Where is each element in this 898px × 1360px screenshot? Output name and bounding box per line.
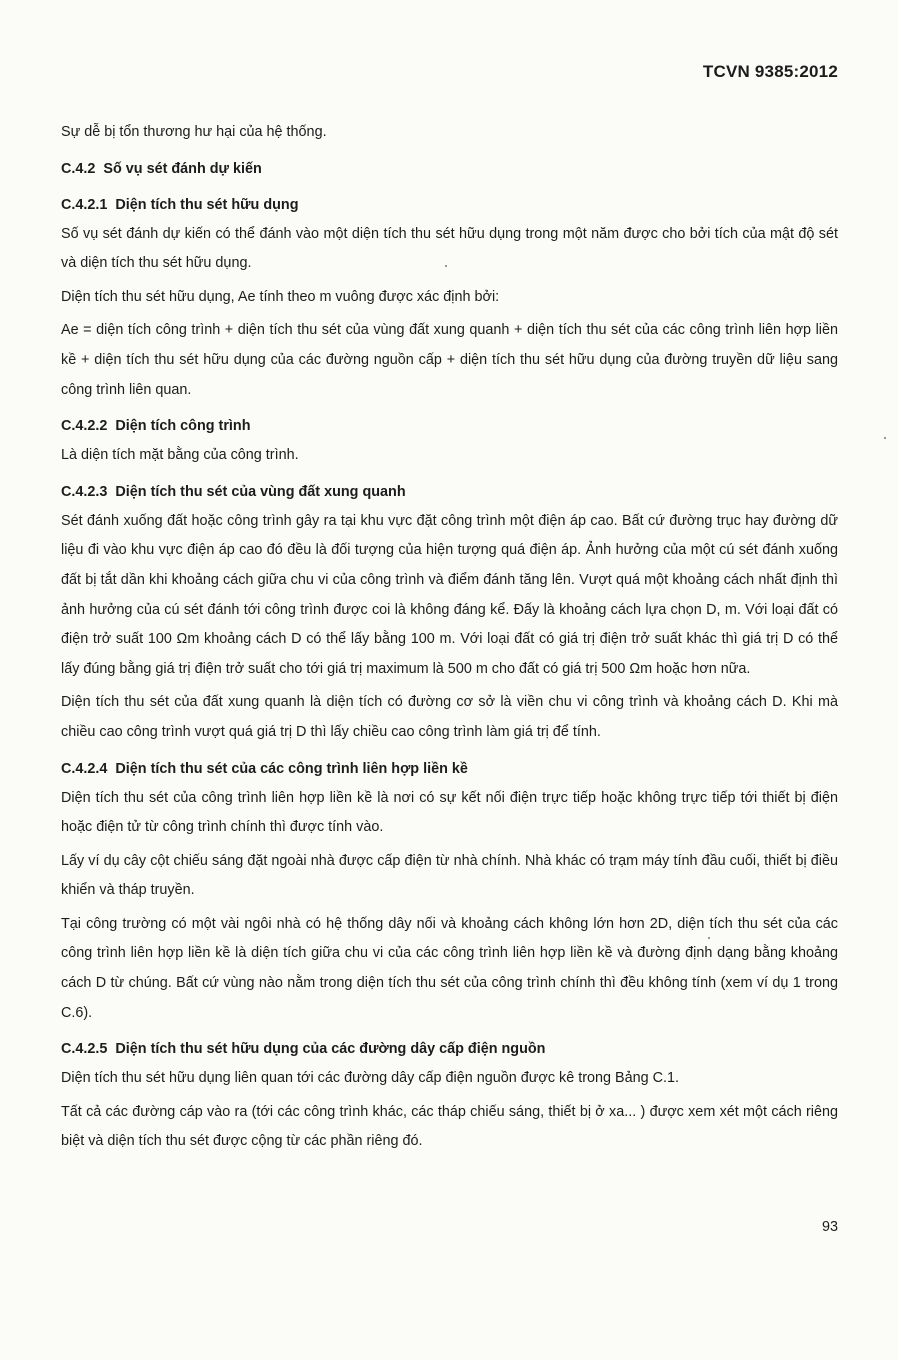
page-number: 93: [821, 1219, 838, 1235]
section-title: Diện tích thu sét hữu dụng: [115, 196, 299, 213]
section-number: C.4.2.4: [61, 760, 108, 777]
section-number: C.4.2: [61, 160, 96, 177]
paragraph: Ae = diện tích công trình + diện tích thu sét của vùng đất xung quanh + diện tích thu sét của các công trình liên hợp liền kề + diện tích thu sét hữu dụng của các đường nguồn cấp + diện tích thu sét hữu dụng của đường truyền dữ liệu sang công trình liên quan.: [61, 322, 838, 398]
section-heading: [61, 477, 838, 507]
section-title: Diện tích thu sét của vùng đất xung quanh: [115, 483, 406, 500]
paragraph: Sét đánh xuống đất hoặc công trình gây ra tại khu vực đặt công trình một điện áp cao. Bất cứ đường trục hay đường dữ liệu đi vào khu vực điện áp cao đó đều là đối tượng của hiện tượng quá điện áp. Ảnh hưởng của một cú sét đánh xuống đất bị tắt dần khi khoảng cách giữa chu vi của công trình và điểm đánh tăng lên. Vượt quá một khoảng cách nhất định thì ảnh hưởng của cú sét đánh tới công trình được coi là không đáng kể. Đấy là khoảng cách lựa chọn D, m. Với loại đất có điện trở suất 100 Ωm khoảng cách D có thể lấy bằng 100 m. Với loại đất có giá trị điện trở suất khác thì giá trị D có thể lấy đúng bằng giá trị điện trở suất cho tới giá trị maximum là 500 m cho đất có giá trị 500 Ωm hoặc hơn nữa.: [61, 512, 838, 677]
section-title: Diện tích thu sét hữu dụng của các đường dây cấp điện nguồn: [115, 1041, 546, 1058]
section-title: Số vụ sét đánh dự kiến: [103, 160, 262, 177]
section-number: C.4.2.5: [61, 1041, 108, 1058]
paragraph: Diện tích thu sét hữu dụng liên quan tới các đường dây cấp điện nguồn được kê trong Bảng C.1.: [61, 1070, 680, 1087]
scan-speck: [884, 437, 886, 439]
section-number: C.4.2.2: [61, 418, 108, 435]
section-number: C.4.2.3: [61, 483, 108, 500]
document-body: [61, 118, 838, 1161]
section-title: Diện tích thu sét của các công trình liên hợp liền kề: [115, 760, 468, 777]
paragraph: Tất cả các đường cáp vào ra (tới các công trình khác, các tháp chiếu sáng, thiết bị ở xa... ) được xem xét một cách riêng biệt và diện tích thu sét được cộng từ các phần riêng đó.: [61, 1103, 838, 1150]
section-number: C.4.2.1: [61, 196, 108, 213]
paragraph: Tại công trường có một vài ngôi nhà có hệ thống dây nối và khoảng cách không lớn hơn 2D, diện tích thu sét của các công trình liên hợp liền kề là diện tích giữa chu vi của các công trình liên hợp liền kề và đường định dạng bằng khoảng cách D từ chúng. Bất cứ vùng nào nằm trong diện tích thu sét của công trình chính thì đều không tính (xem ví dụ 1 trong C.6).: [61, 915, 838, 1021]
scan-speck: [445, 265, 447, 267]
paragraph: Diện tích thu sét của đất xung quanh là diện tích có đường cơ sở là viền chu vi công trình và khoảng cách D. Khi mà chiều cao công trình vượt quá giá trị D thì lấy chiều cao công trình làm giá trị để tính.: [61, 694, 838, 740]
section-heading: [61, 411, 838, 441]
section-heading: [61, 190, 838, 220]
document-code: TCVN 9385:2012: [702, 62, 838, 81]
paragraph: Là diện tích mặt bằng của công trình.: [61, 447, 299, 464]
paragraph: Diện tích thu sét hữu dụng, Ae tính theo m vuông được xác định bởi:: [61, 288, 500, 305]
section-heading: [61, 1034, 838, 1064]
section-heading: [61, 154, 838, 184]
scan-speck: [708, 937, 710, 939]
section-title: Diện tích công trình: [115, 418, 251, 435]
paragraph: Sự dễ bị tổn thương hư hại của hệ thống.: [61, 124, 327, 140]
paragraph: Lấy ví dụ cây cột chiếu sáng đặt ngoài nhà được cấp điện từ nhà chính. Nhà khác có trạm máy tính đầu cuối, thiết bị điều khiển và tháp truyền.: [61, 852, 838, 899]
paragraph: Số vụ sét đánh dự kiến có thể đánh vào một diện tích thu sét hữu dụng trong một năm được cho bởi tích của mật độ sét và diện tích thu sét hữu dụng.: [61, 225, 838, 272]
section-heading: [61, 754, 838, 784]
paragraph: Diện tích thu sét của công trình liên hợp liền kề là nơi có sự kết nối điện trực tiếp hoặc không trực tiếp tới thiết bị điện hoặc điện tử từ công trình chính thì được tính vào.: [61, 789, 838, 836]
